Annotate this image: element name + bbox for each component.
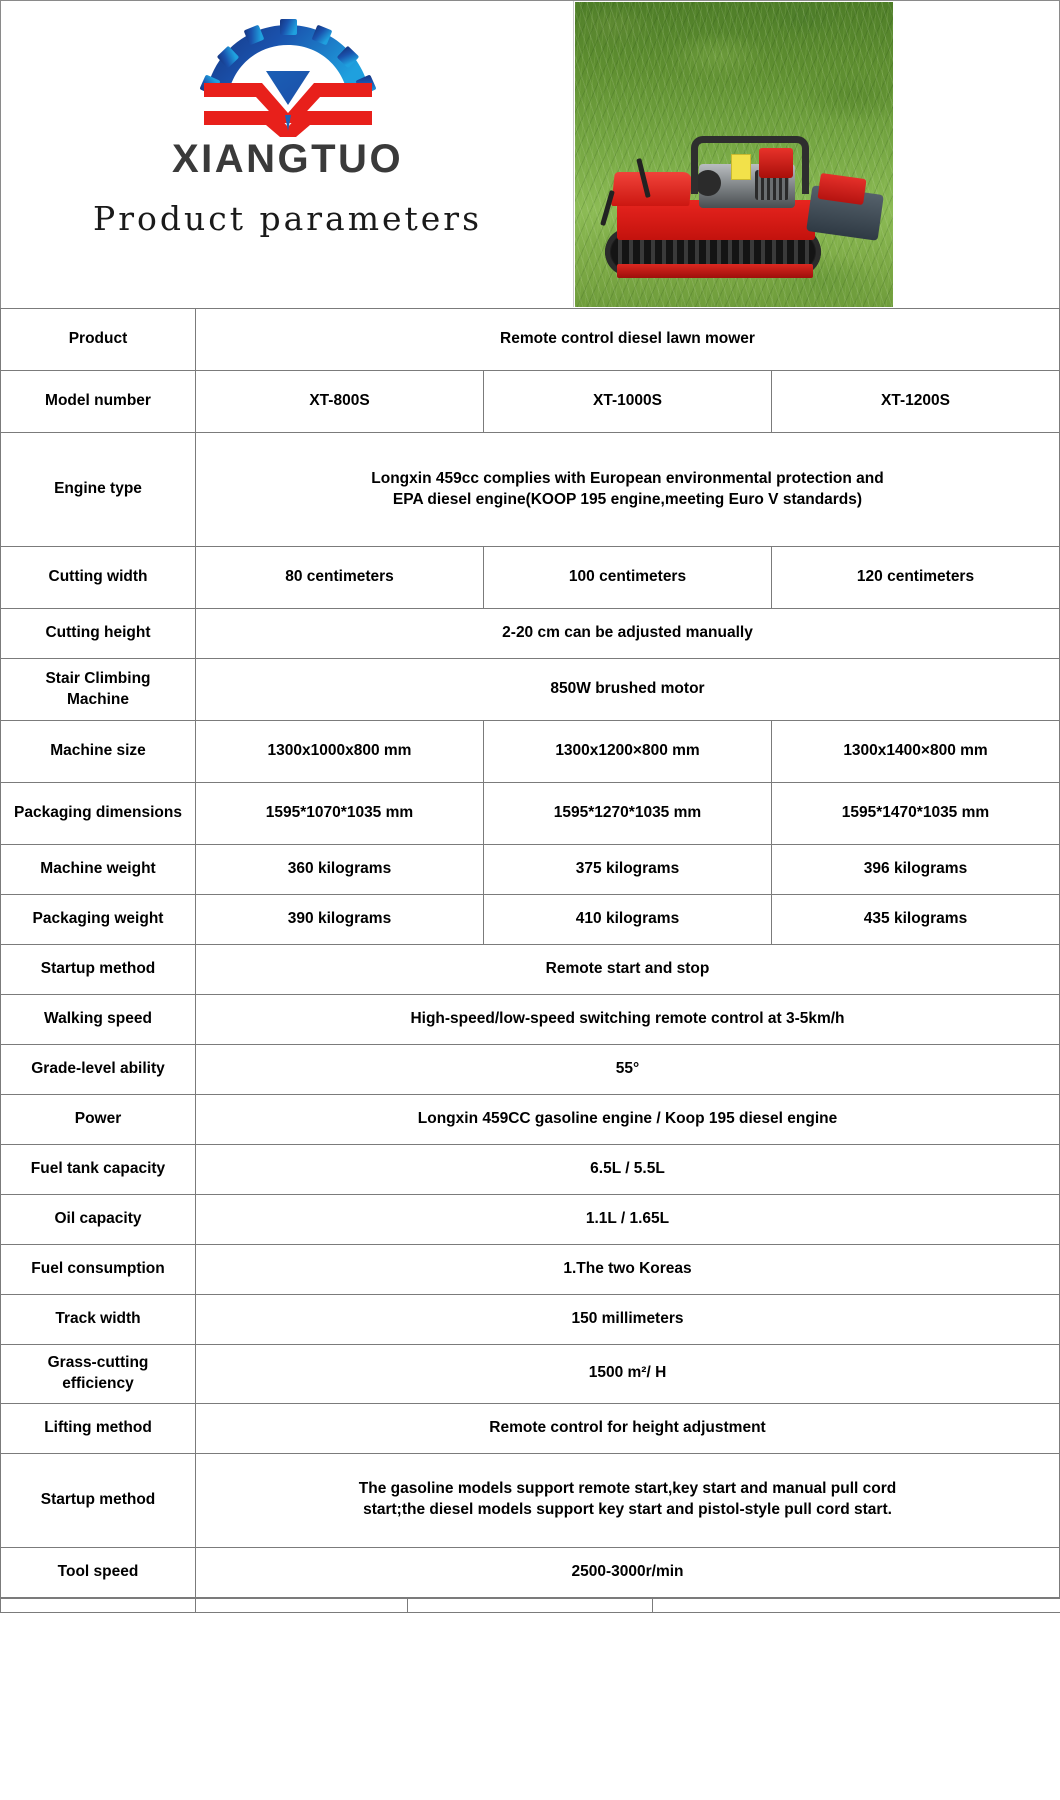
row-value-size-1200: 1300x1400×800 mm — [772, 721, 1060, 783]
startup-method-line-1: The gasoline models support remote start,key start and manual pull cord — [358, 1480, 897, 1498]
row-value-width-1000: 100 centimeters — [484, 547, 772, 609]
row-value-model-800: XT-800S — [196, 371, 484, 433]
label-line-1: Stair Climbing — [45, 669, 151, 687]
row-value: Remote control for height adjustment — [196, 1403, 1060, 1453]
row-value-size-1000: 1300x1200×800 mm — [484, 721, 772, 783]
table-row — [1, 845, 1060, 895]
stub-cell-1 — [196, 1598, 408, 1612]
row-value: 2500-3000r/min — [196, 1547, 1060, 1597]
row-label: Track width — [1, 1295, 196, 1345]
row-label — [1, 659, 196, 721]
stub-cell-2 — [408, 1598, 653, 1612]
row-value-pack-1200: 1595*1470*1035 mm — [772, 783, 1060, 845]
row-value-size-800: 1300x1000x800 mm — [196, 721, 484, 783]
row-value — [196, 1453, 1060, 1547]
mower-skid — [617, 264, 813, 278]
row-label — [1, 1345, 196, 1404]
row-label: Lifting method — [1, 1403, 196, 1453]
row-label: Grade-level ability — [1, 1045, 196, 1095]
startup-method-line-2: start;the diesel models support key start and pistol-style pull cord start. — [363, 1501, 892, 1519]
mower-roll-bar — [691, 136, 809, 194]
row-value-pack-800: 1595*1070*1035 mm — [196, 783, 484, 845]
mower-hood — [611, 172, 693, 206]
table-row — [1, 783, 1060, 845]
label-line-1: Grass-cutting — [47, 1354, 149, 1371]
row-value: 850W brushed motor — [196, 659, 1060, 721]
row-label: Tool speed — [1, 1547, 196, 1597]
row-value-mweight-1000: 375 kilograms — [484, 845, 772, 895]
row-label: Model number — [1, 371, 196, 433]
table-row — [1, 1547, 1060, 1597]
row-value: Longxin 459CC gasoline engine / Koop 195 diesel engine — [196, 1095, 1060, 1145]
table-row — [1, 1145, 1060, 1195]
table-row — [1, 659, 1060, 721]
header-right-blank — [893, 2, 1059, 307]
row-value-width-1200: 120 centimeters — [772, 547, 1060, 609]
table-row — [1, 945, 1060, 995]
row-label: Oil capacity — [1, 1195, 196, 1245]
row-label: Cutting height — [1, 609, 196, 659]
row-value-model-1200: XT-1200S — [772, 371, 1060, 433]
row-value: 1.1L / 1.65L — [196, 1195, 1060, 1245]
row-label: Startup method — [1, 945, 196, 995]
row-label: Packaging weight — [1, 895, 196, 945]
stub-label-cell — [1, 1598, 196, 1612]
row-value-pweight-1200: 435 kilograms — [772, 895, 1060, 945]
row-value: 150 millimeters — [196, 1295, 1060, 1345]
row-value-pweight-800: 390 kilograms — [196, 895, 484, 945]
row-label: Cutting width — [1, 547, 196, 609]
header-brand-area — [1, 1, 574, 307]
row-label: Fuel tank capacity — [1, 1145, 196, 1195]
brand-wordmark: XIANGTUO — [171, 137, 404, 181]
table-row — [1, 371, 1060, 433]
engine-type-line-2: EPA diesel engine(KOOP 195 engine,meeting Euro V standards) — [392, 490, 863, 508]
row-label: Startup method — [1, 1453, 196, 1547]
table-row — [1, 1295, 1060, 1345]
table-row — [1, 1045, 1060, 1095]
table-row — [1, 1245, 1060, 1295]
brand-logo — [1, 19, 574, 179]
row-label: Engine type — [1, 433, 196, 547]
row-label: Packaging dimensions — [1, 783, 196, 845]
product-specification-table — [0, 308, 1060, 1598]
row-value-mweight-800: 360 kilograms — [196, 845, 484, 895]
table-row — [1, 547, 1060, 609]
label-line-2: Machine — [66, 690, 129, 708]
table-row — [1, 1403, 1060, 1453]
row-label: Power — [1, 1095, 196, 1145]
page-header — [0, 0, 1060, 308]
row-value: 1500 m²/ H — [196, 1345, 1060, 1404]
table-row — [1, 1453, 1060, 1547]
row-value: 2-20 cm can be adjusted manually — [196, 609, 1060, 659]
row-value: Remote start and stop — [196, 945, 1060, 995]
row-value-width-800: 80 centimeters — [196, 547, 484, 609]
engine-type-line-1: Longxin 459cc complies with European environmental protection and — [371, 469, 884, 487]
mower-lever-secondary — [600, 190, 615, 226]
product-photo — [575, 2, 893, 307]
table-row — [1, 721, 1060, 783]
row-value: 6.5L / 5.5L — [196, 1145, 1060, 1195]
table-row — [1, 1345, 1060, 1404]
row-value: Remote control diesel lawn mower — [196, 309, 1060, 371]
table-row — [1, 1195, 1060, 1245]
table-row — [1, 895, 1060, 945]
row-value: 55° — [196, 1045, 1060, 1095]
row-value: 1.The two Koreas — [196, 1245, 1060, 1295]
row-label: Product — [1, 309, 196, 371]
gear-arc-logo-icon — [188, 19, 388, 137]
row-label: Walking speed — [1, 995, 196, 1045]
row-value-model-1000: XT-1000S — [484, 371, 772, 433]
row-value-mweight-1200: 396 kilograms — [772, 845, 1060, 895]
stub-cell-3 — [653, 1598, 1060, 1612]
table-row — [1, 1095, 1060, 1145]
row-value: High-speed/low-speed switching remote control at 3-5km/h — [196, 995, 1060, 1045]
row-value-pweight-1000: 410 kilograms — [484, 895, 772, 945]
mower-illustration — [583, 142, 889, 302]
table-row — [1, 309, 1060, 371]
row-label: Machine weight — [1, 845, 196, 895]
table-bottom-partial-row — [0, 1598, 1060, 1613]
label-line-2: efficiency — [62, 1374, 134, 1392]
table-row — [1, 995, 1060, 1045]
table-row — [1, 433, 1060, 547]
page-title: Product parameters — [92, 199, 483, 238]
table-row — [1, 609, 1060, 659]
row-label: Fuel consumption — [1, 1245, 196, 1295]
row-value — [196, 433, 1060, 547]
table-row-stub — [1, 1598, 1060, 1612]
row-value-pack-1000: 1595*1270*1035 mm — [484, 783, 772, 845]
row-label: Machine size — [1, 721, 196, 783]
